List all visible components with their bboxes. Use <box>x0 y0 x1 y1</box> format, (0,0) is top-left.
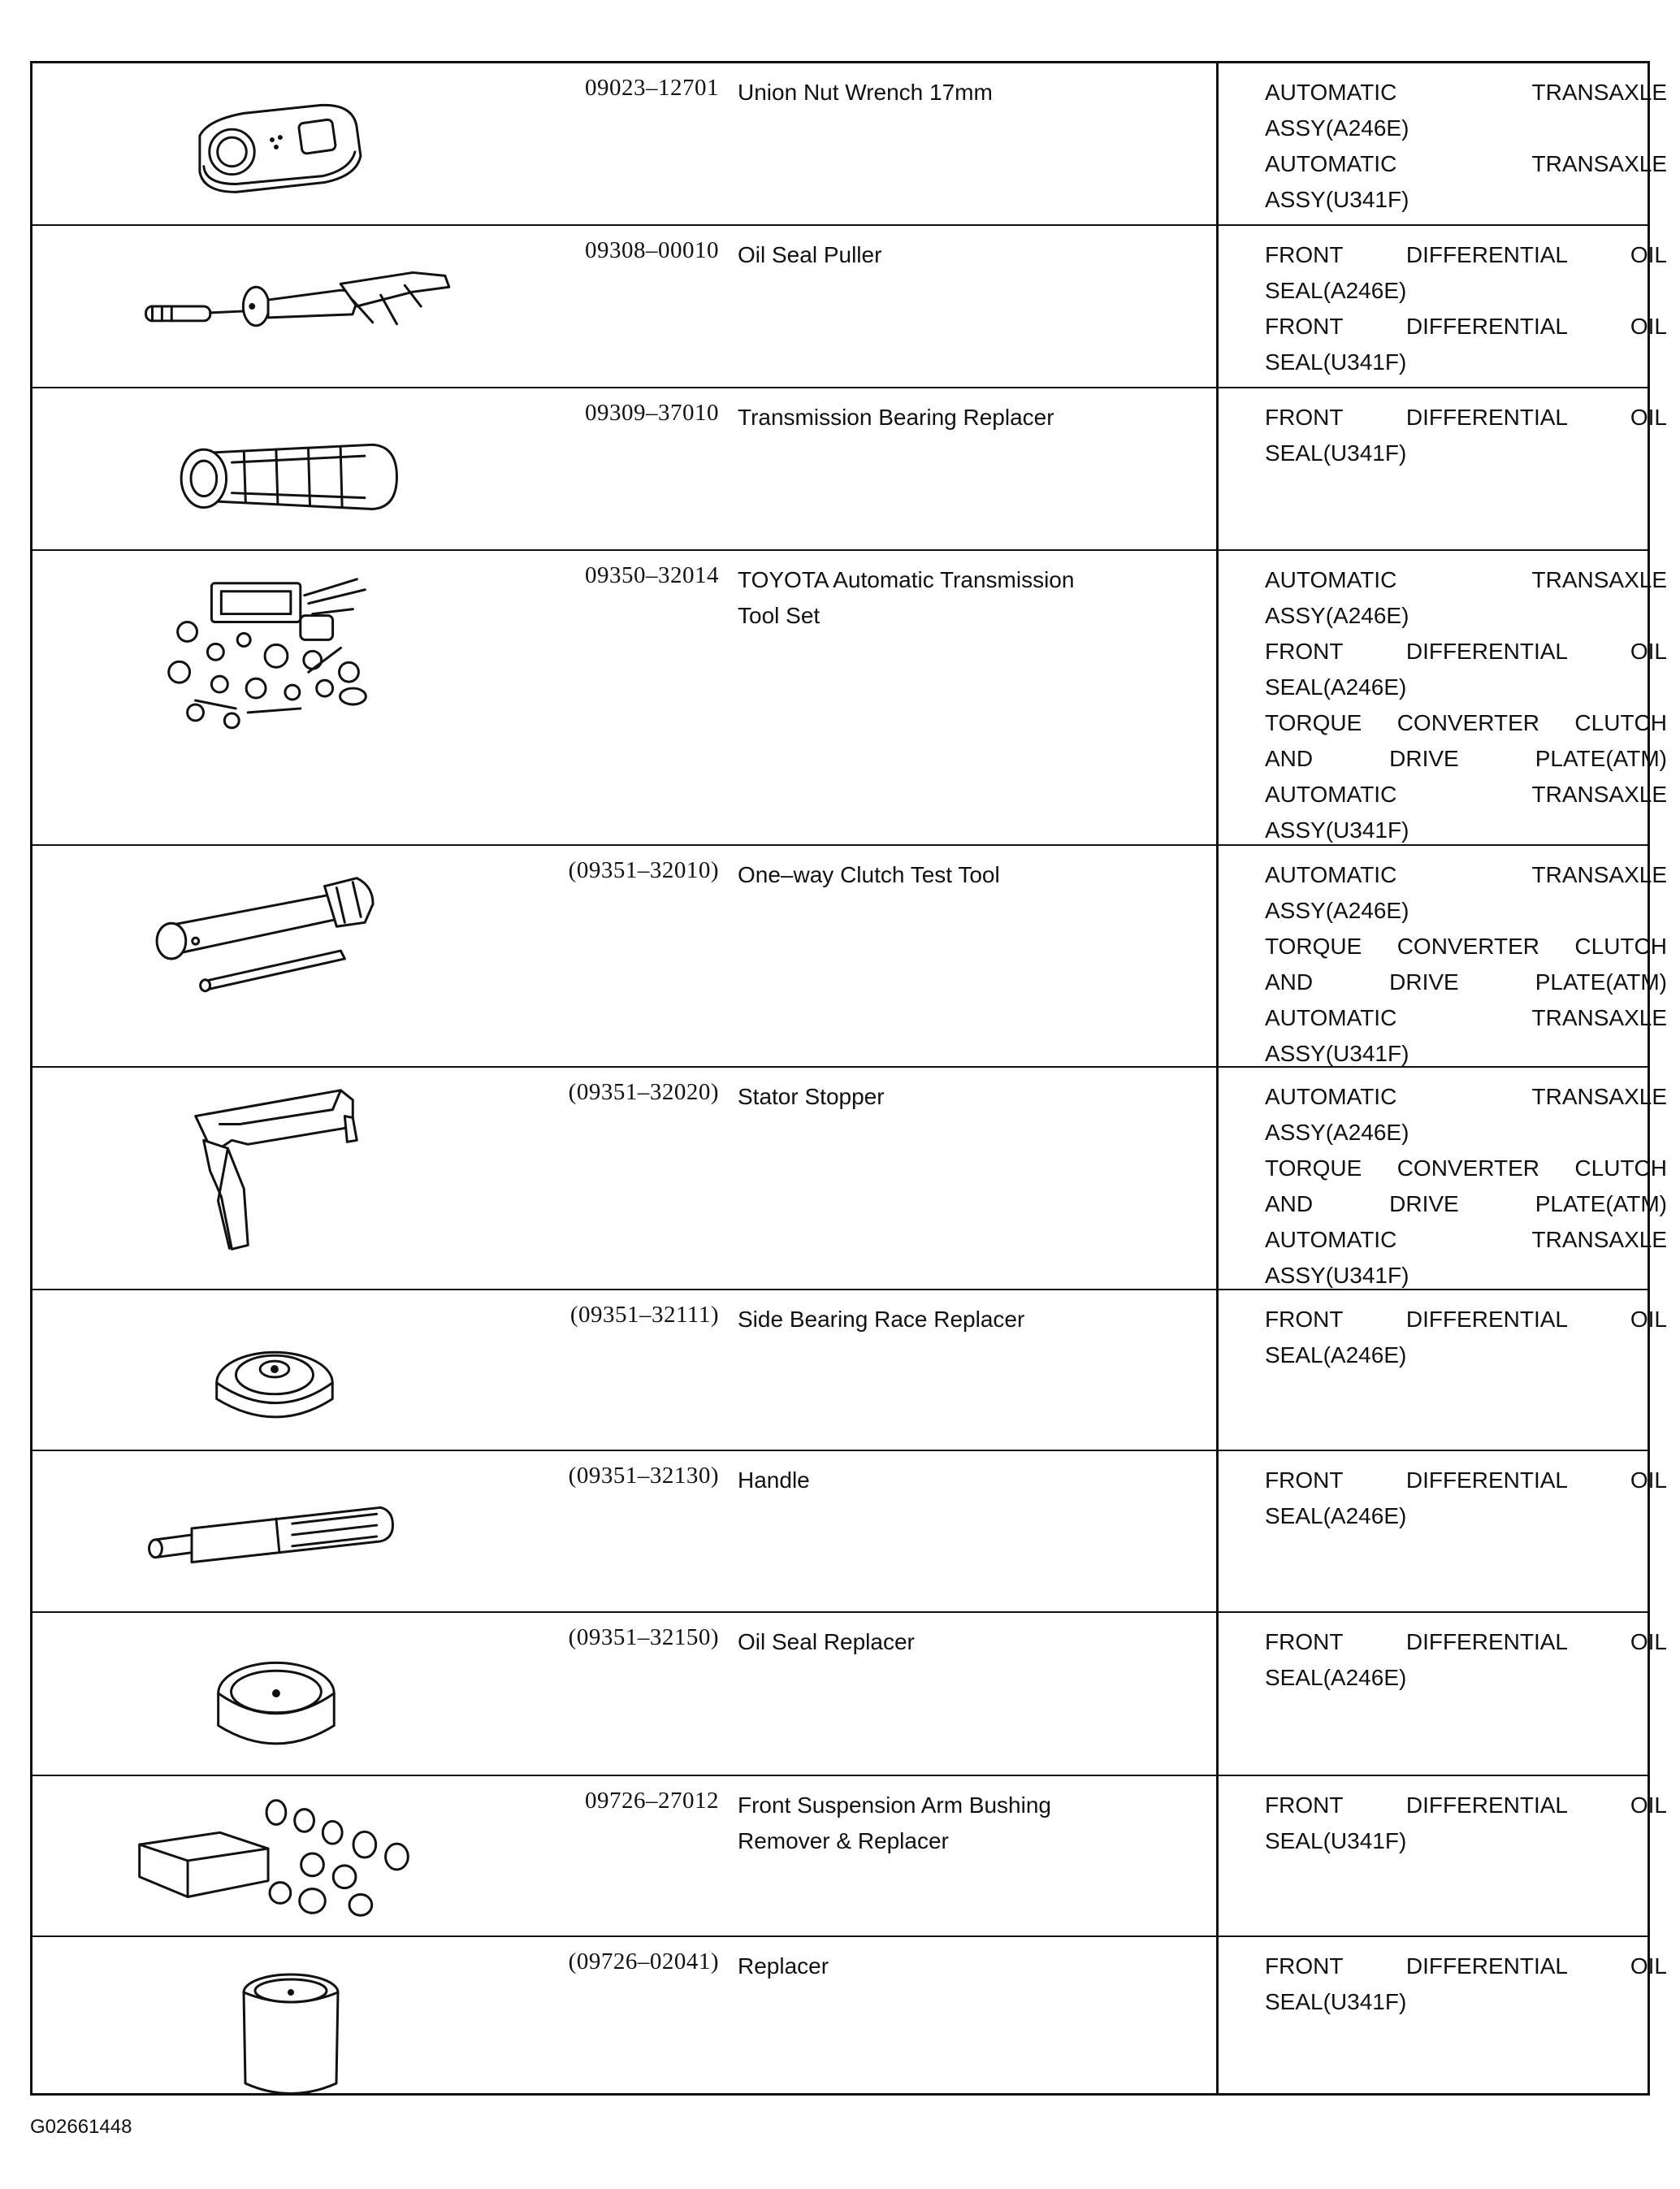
part-number: 09350–32014 <box>585 562 719 588</box>
application-line: ASSY(U341F) <box>1265 187 1409 212</box>
handle-icon <box>32 1451 512 1611</box>
application-line: SEAL(U341F) <box>1265 440 1407 466</box>
part-number: (09351–32010) <box>568 857 719 883</box>
table-row <box>32 388 1667 551</box>
tool-illustration <box>32 63 512 224</box>
application-line: FRONT DIFFERENTIAL OIL <box>1265 1467 1667 1493</box>
tool-illustration <box>32 1776 512 1935</box>
part-number: (09726–02041) <box>568 1948 719 1974</box>
table-row <box>32 1068 1667 1290</box>
replacer-icon <box>32 1937 512 2098</box>
tool-name-line: Front Suspension Arm Bushing <box>738 1792 1051 1818</box>
application-list <box>1265 857 1667 1072</box>
table-row <box>32 1290 1667 1451</box>
part-number: 09308–00010 <box>585 237 719 263</box>
tool-name <box>738 562 1144 634</box>
application-line: AND DRIVE PLATE(ATM) <box>1265 1191 1667 1216</box>
application-line: AUTOMATIC TRANSAXLE <box>1265 80 1667 105</box>
application-line: AUTOMATIC TRANSAXLE <box>1265 1005 1667 1030</box>
part-number: (09351–32020) <box>568 1079 719 1105</box>
table-row <box>32 846 1667 1068</box>
bushing-remover-icon <box>32 1776 512 1935</box>
application-line: SEAL(A246E) <box>1265 1503 1407 1528</box>
application-line: TORQUE CONVERTER CLUTCH <box>1265 710 1667 735</box>
application-list <box>1265 400 1667 471</box>
tool-name-line: Transmission Bearing Replacer <box>738 405 1054 430</box>
tool-illustration <box>32 1937 512 2098</box>
application-line: TORQUE CONVERTER CLUTCH <box>1265 934 1667 959</box>
tool-name <box>738 1463 1144 1498</box>
tool-name <box>738 75 1144 111</box>
tool-set-icon <box>32 551 512 844</box>
application-list <box>1265 1624 1667 1696</box>
application-line: FRONT DIFFERENTIAL OIL <box>1265 1307 1667 1332</box>
application-line: FRONT DIFFERENTIAL OIL <box>1265 639 1667 664</box>
clutch-test-tool-icon <box>32 846 512 1066</box>
application-line: SEAL(U341F) <box>1265 349 1407 375</box>
application-line: ASSY(A246E) <box>1265 898 1409 923</box>
tool-name <box>738 400 1144 436</box>
tool-name-line: Oil Seal Replacer <box>738 1629 915 1654</box>
part-number: 09726–27012 <box>585 1788 719 1814</box>
tool-name-line: Union Nut Wrench 17mm <box>738 80 993 105</box>
application-line: FRONT DIFFERENTIAL OIL <box>1265 1953 1667 1979</box>
part-number: (09351–32130) <box>568 1463 719 1489</box>
bearing-replacer-icon <box>32 388 512 549</box>
tool-illustration <box>32 1451 512 1611</box>
part-number: 09309–37010 <box>585 400 719 426</box>
application-list <box>1265 1788 1667 1859</box>
tool-name-line: One–way Clutch Test Tool <box>738 862 1000 887</box>
tool-name-line: Tool Set <box>738 603 821 628</box>
application-line: ASSY(U341F) <box>1265 817 1409 843</box>
tool-name-line: Remover & Replacer <box>738 1828 949 1853</box>
tool-name-line: Replacer <box>738 1953 829 1979</box>
application-list <box>1265 562 1667 848</box>
stator-stopper-icon <box>32 1068 512 1289</box>
tool-name-line: Oil Seal Puller <box>738 242 882 267</box>
tool-name-line: Side Bearing Race Replacer <box>738 1307 1025 1332</box>
table-row <box>32 63 1667 226</box>
table-row <box>32 1776 1667 1937</box>
application-line: SEAL(A246E) <box>1265 1665 1407 1690</box>
table-row <box>32 551 1667 846</box>
tool-name <box>738 1788 1144 1859</box>
tool-name <box>738 857 1144 893</box>
application-line: ASSY(U341F) <box>1265 1263 1409 1288</box>
race-replacer-icon <box>32 1290 512 1450</box>
application-line: FRONT DIFFERENTIAL OIL <box>1265 1792 1667 1818</box>
application-list <box>1265 1302 1667 1373</box>
tool-name <box>738 1948 1144 1984</box>
application-line: FRONT DIFFERENTIAL OIL <box>1265 242 1667 267</box>
special-service-tools-table <box>30 61 1667 2096</box>
application-line: AND DRIVE PLATE(ATM) <box>1265 969 1667 995</box>
application-line: FRONT DIFFERENTIAL OIL <box>1265 405 1667 430</box>
tool-name-line: Handle <box>738 1467 810 1493</box>
application-line: FRONT DIFFERENTIAL OIL <box>1265 314 1667 339</box>
application-line: TORQUE CONVERTER CLUTCH <box>1265 1155 1667 1181</box>
application-line: AUTOMATIC TRANSAXLE <box>1265 782 1667 807</box>
tool-name <box>738 1624 1144 1660</box>
application-line: ASSY(A246E) <box>1265 603 1409 628</box>
application-line: SEAL(A246E) <box>1265 278 1407 303</box>
union-nut-wrench-icon <box>32 63 512 224</box>
application-line: SEAL(U341F) <box>1265 1828 1407 1853</box>
application-line: AUTOMATIC TRANSAXLE <box>1265 1084 1667 1109</box>
application-list <box>1265 1948 1667 2020</box>
application-line: SEAL(U341F) <box>1265 1989 1407 2014</box>
application-line: ASSY(U341F) <box>1265 1041 1409 1066</box>
tool-illustration <box>32 1290 512 1450</box>
tool-illustration <box>32 226 512 387</box>
application-line: ASSY(A246E) <box>1265 115 1409 141</box>
tool-name <box>738 1079 1144 1115</box>
application-list <box>1265 1079 1667 1294</box>
application-line: AUTOMATIC TRANSAXLE <box>1265 151 1667 176</box>
application-line: AUTOMATIC TRANSAXLE <box>1265 862 1667 887</box>
application-line: SEAL(A246E) <box>1265 674 1407 700</box>
oil-seal-puller-icon <box>32 226 512 387</box>
application-line: AUTOMATIC TRANSAXLE <box>1265 567 1667 592</box>
column-divider <box>1216 63 1219 2093</box>
table-row <box>32 1451 1667 1613</box>
application-list <box>1265 75 1667 218</box>
tool-illustration <box>32 1613 512 1775</box>
application-list <box>1265 1463 1667 1534</box>
part-number: (09351–32150) <box>568 1624 719 1650</box>
tool-name-line: Stator Stopper <box>738 1084 885 1109</box>
tool-illustration <box>32 846 512 1066</box>
part-number: 09023–12701 <box>585 75 719 101</box>
tool-name-line: TOYOTA Automatic Transmission <box>738 567 1075 592</box>
figure-code: G02661448 <box>30 2116 132 2138</box>
tool-name <box>738 1302 1144 1337</box>
application-line: AUTOMATIC TRANSAXLE <box>1265 1227 1667 1252</box>
application-line: AND DRIVE PLATE(ATM) <box>1265 746 1667 771</box>
table-row <box>32 226 1667 388</box>
table-row <box>32 1613 1667 1776</box>
oil-seal-replacer-icon <box>32 1613 512 1775</box>
application-list <box>1265 237 1667 380</box>
tool-name <box>738 237 1144 273</box>
application-line: SEAL(A246E) <box>1265 1342 1407 1368</box>
part-number: (09351–32111) <box>569 1302 719 1328</box>
application-line: FRONT DIFFERENTIAL OIL <box>1265 1629 1667 1654</box>
tool-illustration <box>32 551 512 844</box>
table-row <box>32 1937 1667 2098</box>
tool-illustration <box>32 1068 512 1289</box>
application-line: ASSY(A246E) <box>1265 1120 1409 1145</box>
tool-illustration <box>32 388 512 549</box>
